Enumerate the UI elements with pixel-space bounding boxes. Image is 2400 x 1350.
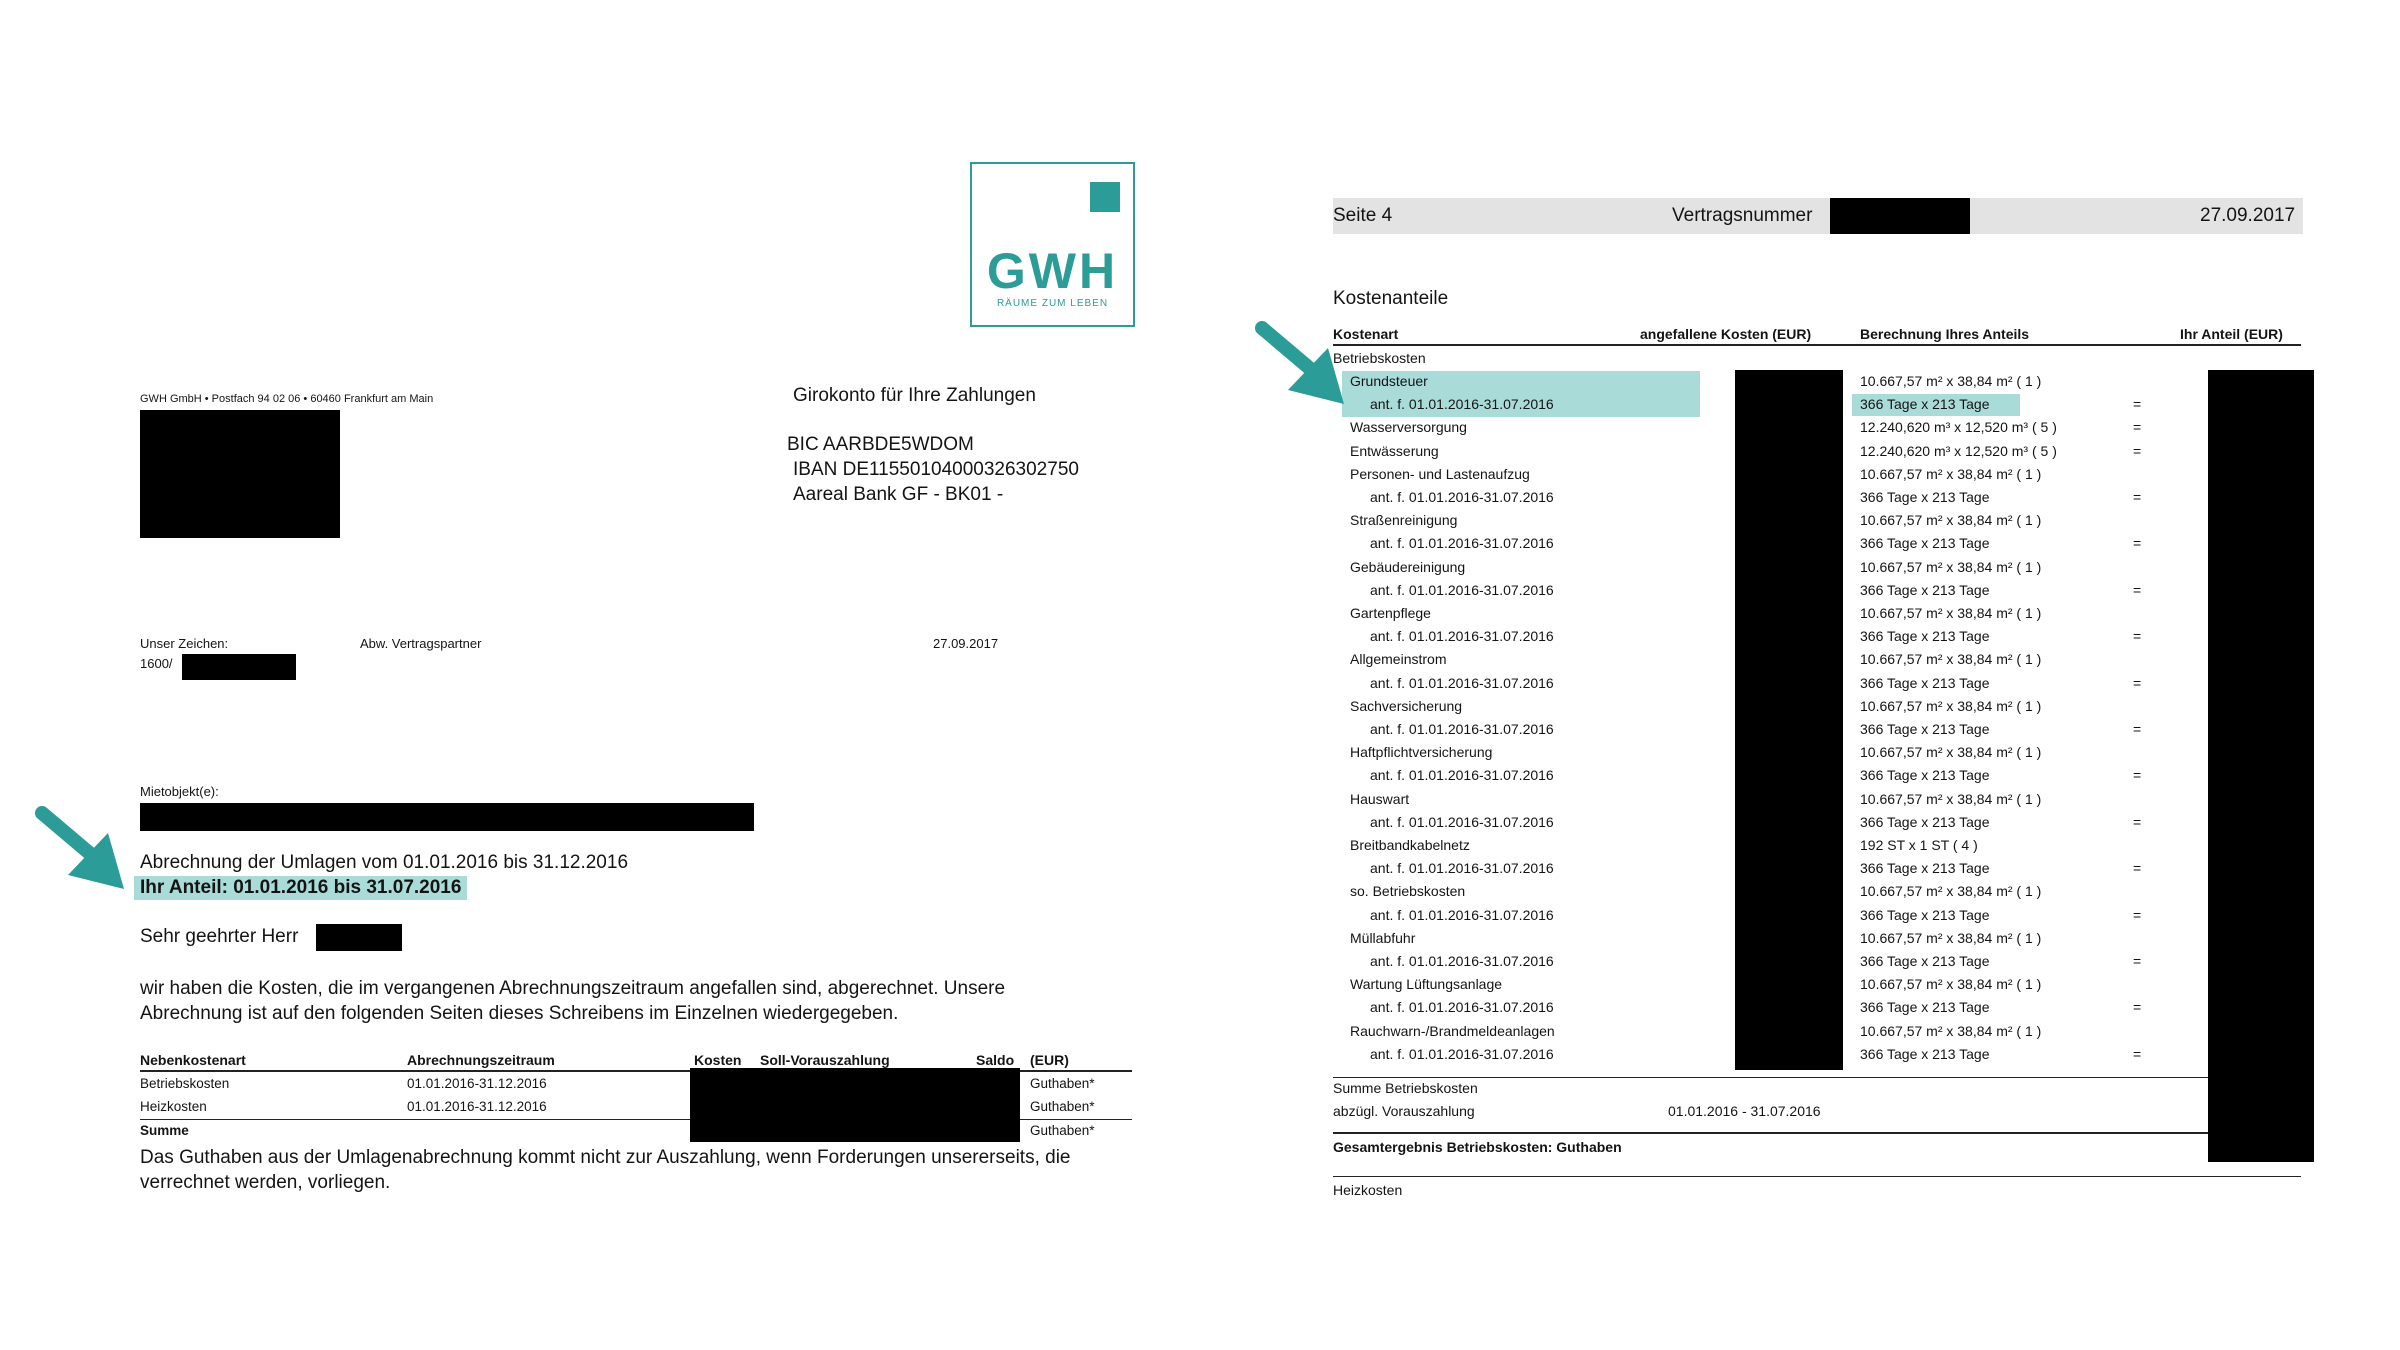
costs-redaction [1735,370,1843,1070]
cost-line-label: ant. f. 01.01.2016-31.07.2016 [1370,489,1554,505]
col-kosten: Kosten [694,1052,742,1068]
cost-line-equals: = [2133,396,2142,412]
cost-line-calc: 10.667,57 m² x 38,84 m² ( 1 ) [1860,559,2042,575]
cost-line-calc: 10.667,57 m² x 38,84 m² ( 1 ) [1860,605,2042,621]
cost-line-label: ant. f. 01.01.2016-31.07.2016 [1370,860,1554,876]
col-abrechnungszeitraum: Abrechnungszeitraum [407,1052,555,1068]
cost-line-calc: 12.240,620 m³ x 12,520 m³ ( 5 ) [1860,419,2057,435]
arrow-icon [32,805,132,895]
partner-label: Abw. Vertragspartner [360,636,482,651]
total-label: Gesamtergebnis Betriebskosten: Guthaben [1333,1139,1622,1155]
cost-line-label: ant. f. 01.01.2016-31.07.2016 [1370,1046,1554,1062]
cost-line-label: ant. f. 01.01.2016-31.07.2016 [1370,582,1554,598]
bank-iban: IBAN DE11550104000326302750 [793,459,1079,480]
bank-heading: Girokonto für Ihre Zahlungen [793,385,1036,406]
prepay-label: abzügl. Vorauszahlung [1333,1103,1475,1119]
col-eur: (EUR) [1030,1052,1069,1068]
bottom-rule [1333,1176,2301,1177]
letter-date: 27.09.2017 [933,636,999,651]
cost-line-calc: 366 Tage x 213 Tage [1860,628,1990,644]
object-label: Mietobjekt(e): [140,784,219,799]
cost-line-calc: 366 Tage x 213 Tage [1860,814,1990,830]
cost-line-label: ant. f. 01.01.2016-31.07.2016 [1370,396,1554,412]
cost-line-equals: = [2133,721,2142,737]
bank-name: Aareal Bank GF - BK01 - [793,484,1004,505]
table-row-type: Summe [140,1123,189,1138]
cost-line-equals: = [2133,860,2142,876]
cost-line-calc: 10.667,57 m² x 38,84 m² ( 1 ) [1860,930,2042,946]
cost-line-equals: = [2133,419,2142,435]
ref-value: 1600/ [140,656,173,671]
cost-line-equals: = [2133,999,2142,1015]
footer-note: Das Guthaben aus der Umlagenabrechnung kommt nicht zur Auszahlung, wenn Forderungen unsererseits, die verrechnet werden, vorliegen. [140,1147,1071,1193]
col-soll: Soll-Vorauszahlung [760,1052,890,1068]
table-row-period: 01.01.2016-31.12.2016 [407,1099,547,1114]
cost-line-label: Haftpflichtversicherung [1350,744,1493,760]
cost-line-equals: = [2133,535,2142,551]
cost-line-calc: 10.667,57 m² x 38,84 m² ( 1 ) [1860,698,2042,714]
columns-rule [1333,344,2301,346]
table-row-type: Betriebskosten [140,1076,230,1091]
cost-line-label: Wasserversorgung [1350,419,1467,435]
col-berechnung: Berechnung Ihres Anteils [1860,326,2030,342]
page-number: Seite 4 [1333,205,1393,226]
contract-redaction [1830,198,1970,234]
salutation: Sehr geehrter Herr [140,926,299,947]
sum-label: Summe Betriebskosten [1333,1080,1478,1096]
sum-rule [1333,1077,2208,1078]
page-date: 27.09.2017 [2200,205,2296,226]
table-row-saldo: Guthaben* [1030,1099,1095,1114]
cost-line-calc: 366 Tage x 213 Tage [1860,489,1990,505]
body-text: wir haben die Kosten, die im vergangenen Abrechnungszeitraum angefallen sind, abgerechnet. Unsere Abrechnung ist auf den folgenden Seiten dieses Schreibens im Einzelnen wiedergegeben. [140,978,1006,1024]
cost-line-calc: 10.667,57 m² x 38,84 m² ( 1 ) [1860,883,2042,899]
cost-line-label: Personen- und Lastenaufzug [1350,466,1530,482]
cost-line-label: Gartenpflege [1350,605,1431,621]
cost-line-calc: 10.667,57 m² x 38,84 m² ( 1 ) [1860,651,2042,667]
cost-line-label: ant. f. 01.01.2016-31.07.2016 [1370,535,1554,551]
cost-line-equals: = [2133,767,2142,783]
cost-line-calc: 10.667,57 m² x 38,84 m² ( 1 ) [1860,1023,2042,1039]
cost-line-equals: = [2133,675,2142,691]
group-title: Betriebskosten [1333,350,1426,366]
arrow-icon [1252,320,1352,410]
cost-line-calc: 366 Tage x 213 Tage [1860,953,1990,969]
cost-line-label: Entwässerung [1350,443,1439,459]
cost-line-calc: 366 Tage x 213 Tage [1860,721,1990,737]
ref-label: Unser Zeichen: [140,636,229,651]
table-row-period: 01.01.2016-31.12.2016 [407,1076,547,1091]
cost-line-calc: 10.667,57 m² x 38,84 m² ( 1 ) [1860,744,2042,760]
cost-line-label: ant. f. 01.01.2016-31.07.2016 [1370,953,1554,969]
bank-bic: BIC AARBDE5WDOM [787,434,974,455]
logo-tagline: RÄUME ZUM LEBEN [996,298,1109,309]
cost-line-label: ant. f. 01.01.2016-31.07.2016 [1370,767,1554,783]
cost-line-label: Müllabfuhr [1350,930,1416,946]
col-angefallene-kosten: angefallene Kosten (EUR) [1640,326,1812,342]
cost-line-equals: = [2133,1046,2142,1062]
cost-line-label: Rauchwarn-/Brandmeldeanlagen [1350,1023,1555,1039]
cost-line-label: Gebäudereinigung [1350,559,1466,575]
cost-line-calc: 366 Tage x 213 Tage [1860,907,1990,923]
col-kostenart: Kostenart [1333,326,1399,342]
cost-line-equals: = [2133,582,2142,598]
col-nebenkostenart: Nebenkostenart [140,1052,246,1068]
cost-line-calc: 366 Tage x 213 Tage [1860,675,1990,691]
cost-line-equals: = [2133,628,2142,644]
table-row-saldo: Guthaben* [1030,1123,1095,1138]
cost-line-label: ant. f. 01.01.2016-31.07.2016 [1370,907,1554,923]
cost-line-calc: 366 Tage x 213 Tage [1860,535,1990,551]
billing-period: Abrechnung der Umlagen vom 01.01.2016 bis 31.12.2016 [140,852,629,873]
table-amounts-redaction [690,1068,1020,1142]
cost-line-calc: 12.240,620 m³ x 12,520 m³ ( 5 ) [1860,443,2057,459]
share-period: Ihr Anteil: 01.01.2016 bis 31.07.2016 [134,876,467,900]
section-title: Kostenanteile [1333,288,1449,309]
cost-line-calc: 366 Tage x 213 Tage [1860,1046,1990,1062]
cost-line-calc: 366 Tage x 213 Tage [1860,582,1990,598]
cost-line-calc: 366 Tage x 213 Tage [1860,767,1990,783]
total-rule [1333,1132,2208,1134]
cost-line-label: Straßenreinigung [1350,512,1458,528]
cost-line-label: Allgemeinstrom [1350,651,1447,667]
cost-line-calc: 10.667,57 m² x 38,84 m² ( 1 ) [1860,466,2042,482]
table-row-type: Heizkosten [140,1099,207,1114]
cost-line-calc: 366 Tage x 213 Tage [1860,999,1990,1015]
logo-name: GWH [986,243,1119,299]
cost-line-equals: = [2133,814,2142,830]
cost-line-label: Sachversicherung [1350,698,1463,714]
logo-square-icon [1090,182,1120,212]
cost-line-label: ant. f. 01.01.2016-31.07.2016 [1370,675,1554,691]
object-redaction [140,803,754,831]
cost-line-equals: = [2133,907,2142,923]
cost-line-label: Hauswart [1350,791,1410,807]
cost-line-label: ant. f. 01.01.2016-31.07.2016 [1370,628,1554,644]
cost-line-calc: 10.667,57 m² x 38,84 m² ( 1 ) [1860,791,2042,807]
prepay-period: 01.01.2016 - 31.07.2016 [1668,1103,1821,1119]
cost-line-label: Wartung Lüftungsanlage [1350,976,1503,992]
ref-redaction [182,654,296,680]
cost-line-label: ant. f. 01.01.2016-31.07.2016 [1370,999,1554,1015]
cost-line-label: ant. f. 01.01.2016-31.07.2016 [1370,814,1554,830]
table-row-saldo: Guthaben* [1030,1076,1095,1091]
name-redaction [316,924,402,951]
contract-label: Vertragsnummer [1672,205,1813,226]
cost-line-label: ant. f. 01.01.2016-31.07.2016 [1370,721,1554,737]
cost-line-label: Grundsteuer [1350,373,1428,389]
sender-line: GWH GmbH • Postfach 94 02 06 • 60460 Frankfurt am Main [140,393,434,405]
cost-line-label: so. Betriebskosten [1350,883,1466,899]
cost-line-calc: 10.667,57 m² x 38,84 m² ( 1 ) [1860,976,2042,992]
cost-line-equals: = [2133,489,2142,505]
cost-line-calc: 10.667,57 m² x 38,84 m² ( 1 ) [1860,512,2042,528]
cost-line-calc: 366 Tage x 213 Tage [1860,860,1990,876]
cost-line-calc: 192 ST x 1 ST ( 4 ) [1860,837,1978,853]
cost-line-equals: = [2133,953,2142,969]
cost-line-calc: 366 Tage x 213 Tage [1860,396,1990,412]
address-redaction [140,410,340,538]
gwh-logo [970,162,1135,327]
cost-line-equals: = [2133,443,2142,459]
col-saldo: Saldo [976,1052,1015,1068]
cost-line-label: Breitbandkabelnetz [1350,837,1470,853]
share-redaction [2208,370,2314,1162]
next-group: Heizkosten [1333,1182,1403,1198]
page-header-bar [1333,198,2303,234]
cost-line-calc: 10.667,57 m² x 38,84 m² ( 1 ) [1860,373,2042,389]
col-ihr-anteil: Ihr Anteil (EUR) [2180,326,2283,342]
